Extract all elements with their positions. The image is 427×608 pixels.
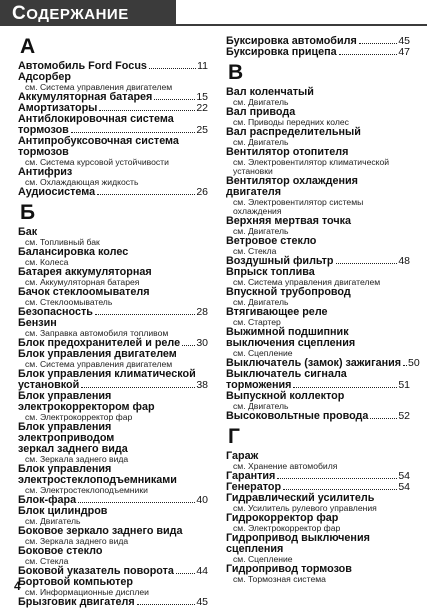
entry-term: торможения bbox=[226, 379, 292, 391]
index-entry bbox=[18, 187, 208, 198]
entry-term: Антипробуксовочная система bbox=[18, 135, 179, 147]
dot-leader bbox=[339, 54, 398, 55]
entry-term: двигателя bbox=[226, 186, 282, 198]
index-entry bbox=[18, 267, 208, 287]
entry-term: Ветровое стекло bbox=[226, 235, 317, 247]
see-also-reference: см. Система управления двигателем bbox=[233, 277, 381, 287]
dot-leader bbox=[149, 68, 196, 69]
page-reference: 51 bbox=[398, 379, 410, 391]
see-also-reference: см. Двигатель bbox=[233, 297, 289, 307]
index-entry bbox=[226, 338, 410, 358]
see-also-reference: см. Информационные дисплеи bbox=[25, 587, 149, 597]
index-entry bbox=[18, 167, 208, 187]
page-reference: 44 bbox=[196, 565, 208, 577]
see-also-reference: см. Система курсовой устойчивости bbox=[25, 157, 169, 167]
entry-term: Блок предохранителей и реле bbox=[18, 337, 181, 349]
section-letter: Б bbox=[20, 201, 36, 224]
index-entry bbox=[18, 506, 208, 526]
entry-term: Гидропривод тормозов bbox=[226, 563, 352, 575]
index-entry bbox=[226, 187, 410, 216]
see-also-reference: см. Стекла bbox=[25, 556, 69, 566]
see-also-reference: см. Электрокорректор фар bbox=[25, 412, 133, 422]
see-also-reference: см. Приводы передних колес bbox=[233, 117, 349, 127]
entry-term: Блок управления bbox=[18, 463, 112, 475]
see-also-reference: см. Усилитель рулевого управления bbox=[233, 503, 377, 513]
index-entry bbox=[18, 577, 208, 597]
page-number: 4 bbox=[14, 579, 21, 593]
index-entry bbox=[18, 287, 208, 307]
see-also-reference: см. Зеркала заднего вида bbox=[25, 536, 129, 546]
see-also-reference: см. Система управления двигателем bbox=[25, 82, 173, 92]
dot-leader bbox=[78, 502, 195, 503]
entry-term: Буксировка прицепа bbox=[226, 46, 337, 58]
entry-term: Выключатель (замок) зажигания bbox=[226, 357, 402, 369]
dot-leader bbox=[95, 314, 195, 315]
page-reference: 40 bbox=[196, 494, 208, 506]
entry-term: Вал коленчатый bbox=[226, 86, 314, 98]
index-entry bbox=[18, 318, 208, 338]
index-entry bbox=[18, 422, 208, 444]
entry-term: Блок-фара bbox=[18, 494, 77, 506]
dot-leader bbox=[293, 387, 397, 388]
dot-leader bbox=[403, 365, 407, 366]
index-entry bbox=[226, 411, 410, 422]
entry-term: Вентилятор охлаждения bbox=[226, 175, 358, 187]
index-entry bbox=[226, 493, 410, 513]
index-entry bbox=[18, 247, 208, 267]
page-reference: 38 bbox=[196, 379, 208, 391]
dot-leader bbox=[283, 489, 397, 490]
entry-term: установкой bbox=[18, 379, 80, 391]
index-entry bbox=[226, 287, 410, 307]
entry-term: Балансировка колес bbox=[18, 246, 129, 258]
page-reference: 54 bbox=[398, 481, 410, 493]
index-entry bbox=[226, 451, 410, 471]
see-also-reference: см. Аккумуляторная батарея bbox=[25, 277, 140, 287]
entry-term: Автомобиль Ford Focus bbox=[18, 60, 147, 72]
page-reference: 45 bbox=[398, 35, 410, 47]
section-letter: Г bbox=[228, 425, 240, 448]
index-entry bbox=[18, 526, 208, 546]
entry-term: Антиблокировочная система bbox=[18, 113, 174, 125]
page-reference: 11 bbox=[197, 60, 208, 72]
see-also-reference: см. Зеркала заднего вида bbox=[25, 454, 129, 464]
entry-term: Верхняя мертвая точка bbox=[226, 215, 352, 227]
entry-term: Аккумуляторная батарея bbox=[18, 91, 153, 103]
dot-leader bbox=[370, 418, 397, 419]
index-entry bbox=[18, 72, 208, 92]
index-entry bbox=[18, 349, 208, 369]
see-also-reference: см. Двигатель bbox=[233, 137, 289, 147]
entry-term: Амортизаторы bbox=[18, 102, 98, 114]
header-rule bbox=[0, 24, 427, 26]
dot-leader bbox=[71, 132, 195, 133]
entry-term: Выжимной подшипник bbox=[226, 326, 349, 338]
index-entry bbox=[226, 267, 410, 287]
index-entry bbox=[18, 402, 208, 422]
see-also-reference: см. Двигатель bbox=[233, 401, 289, 411]
page-reference: 28 bbox=[196, 306, 208, 318]
page-reference: 50 bbox=[408, 357, 420, 369]
index-entry bbox=[226, 147, 410, 176]
index-entry bbox=[226, 216, 410, 236]
see-also-reference: см. Стеклоомыватель bbox=[25, 297, 113, 307]
see-also-reference: см. Двигатель bbox=[233, 226, 289, 236]
section-letter: А bbox=[20, 35, 36, 58]
entry-term: Гидравлический усилитель bbox=[226, 492, 375, 504]
index-entry bbox=[18, 475, 208, 495]
section-letter: В bbox=[228, 61, 244, 84]
see-also-reference: см. Электровентилятор системы охлаждения bbox=[233, 197, 364, 216]
index-entry bbox=[226, 513, 410, 533]
dot-leader bbox=[182, 345, 195, 346]
entry-term: Выключатель сигнала bbox=[226, 368, 347, 380]
right-column bbox=[226, 35, 420, 584]
entry-term: Бачок стеклоомывателя bbox=[18, 286, 150, 298]
index-entry bbox=[18, 444, 208, 464]
see-also-reference: см. Тормозная система bbox=[233, 574, 326, 584]
header-bar bbox=[0, 0, 176, 26]
entry-term: Впрыск топлива bbox=[226, 266, 315, 278]
dot-leader bbox=[99, 110, 195, 111]
dot-leader bbox=[359, 43, 398, 44]
entry-term: электростеклоподъемниками bbox=[18, 474, 177, 486]
see-also-reference: см. Хранение автомобиля bbox=[233, 461, 338, 471]
entry-term: Генератор bbox=[226, 481, 282, 493]
entry-term: Батарея аккумуляторная bbox=[18, 266, 152, 278]
index-entry bbox=[226, 564, 410, 584]
entry-term: Выпускной коллектор bbox=[226, 390, 345, 402]
see-also-reference: см. Электрокорректор фар bbox=[233, 523, 341, 533]
index-entry bbox=[226, 47, 410, 58]
entry-term: Блок управления электроприводом bbox=[18, 421, 115, 444]
entry-term: Гараж bbox=[226, 450, 259, 462]
see-also-reference: см. Двигатель bbox=[233, 97, 289, 107]
dot-leader bbox=[81, 387, 195, 388]
dot-leader bbox=[277, 478, 397, 479]
entry-term: Боковое зеркало заднего вида bbox=[18, 525, 183, 537]
page-reference: 30 bbox=[196, 337, 208, 349]
index-entry bbox=[226, 391, 410, 411]
index-entry bbox=[18, 227, 208, 247]
see-also-reference: см. Электровентилятор климатической установки bbox=[233, 157, 390, 176]
entry-term: тормозов bbox=[18, 124, 69, 136]
entry-term: Антифриз bbox=[18, 166, 73, 178]
entry-term: Гидропривод выключения bbox=[226, 532, 370, 544]
entry-term: Аудиосистема bbox=[18, 186, 96, 198]
entry-term: сцепления bbox=[226, 543, 284, 555]
entry-term: Вентилятор отопителя bbox=[226, 146, 349, 158]
dot-leader bbox=[154, 99, 195, 100]
entry-term: Боковой указатель поворота bbox=[18, 565, 174, 577]
see-also-reference: см. Сцепление bbox=[233, 348, 293, 358]
entry-term: Вал распределительный bbox=[226, 126, 361, 138]
entry-term: зеркал заднего вида bbox=[18, 443, 128, 455]
dot-leader bbox=[336, 263, 398, 264]
index-entry bbox=[226, 107, 410, 127]
entry-term: тормозов bbox=[18, 146, 69, 158]
page-reference: 25 bbox=[196, 124, 208, 136]
page-title: СОДЕРЖАНИЕ bbox=[12, 3, 129, 24]
entry-term: Блок цилиндров bbox=[18, 505, 108, 517]
page-reference: 45 bbox=[196, 596, 208, 608]
index-entry bbox=[18, 597, 208, 608]
entry-term: Блок управления двигателем bbox=[18, 348, 177, 360]
entry-term: Впускной трубопровод bbox=[226, 286, 351, 298]
entry-term: Адсорбер bbox=[18, 71, 71, 83]
see-also-reference: см. Стекла bbox=[233, 246, 277, 256]
dot-leader bbox=[137, 604, 196, 605]
see-also-reference: см. Сцепление bbox=[233, 554, 293, 564]
index-entry bbox=[18, 147, 208, 167]
entry-term: Брызговик двигателя bbox=[18, 596, 135, 608]
index-entry bbox=[18, 546, 208, 566]
index-entry bbox=[226, 544, 410, 564]
entry-term: выключения сцепления bbox=[226, 337, 356, 349]
see-also-reference: см. Топливный бак bbox=[25, 237, 100, 247]
entry-term: Высоковольтные провода bbox=[226, 410, 369, 422]
dot-leader bbox=[176, 573, 195, 574]
entry-term: Безопасность bbox=[18, 306, 93, 318]
see-also-reference: см. Колеса bbox=[25, 257, 69, 267]
page-reference: 26 bbox=[196, 186, 208, 198]
see-also-reference: см. Электростеклоподъемники bbox=[25, 485, 148, 495]
entry-term: Блок управления bbox=[18, 390, 112, 402]
entry-term: Бензин bbox=[18, 317, 57, 329]
see-also-reference: см. Заправка автомобиля топливом bbox=[25, 328, 169, 338]
page-reference: 47 bbox=[398, 46, 410, 58]
see-also-reference: см. Двигатель bbox=[25, 516, 81, 526]
see-also-reference: см. Система управления двигателем bbox=[25, 359, 173, 369]
page-reference: 54 bbox=[398, 470, 410, 482]
index-entry bbox=[226, 87, 410, 107]
entry-term: Воздушный фильтр bbox=[226, 255, 334, 267]
entry-term: Бак bbox=[18, 226, 38, 238]
page-reference: 52 bbox=[398, 410, 410, 422]
entry-term: Вал привода bbox=[226, 106, 296, 118]
page-reference: 15 bbox=[196, 91, 208, 103]
entry-term: Бортовой компьютер bbox=[18, 576, 133, 588]
entry-term: Блок управления климатической bbox=[18, 368, 196, 380]
index-entry bbox=[226, 307, 410, 327]
page-reference: 48 bbox=[398, 255, 410, 267]
see-also-reference: см. Стартер bbox=[233, 317, 281, 327]
entry-term: Боковое стекло bbox=[18, 545, 103, 557]
entry-term: Буксировка автомобиля bbox=[226, 35, 357, 47]
entry-term: Гарантия bbox=[226, 470, 276, 482]
index-entry bbox=[226, 236, 410, 256]
index-entry bbox=[226, 127, 410, 147]
page-reference: 22 bbox=[196, 102, 208, 114]
entry-term: Втягивающее реле bbox=[226, 306, 328, 318]
dot-leader bbox=[97, 194, 195, 195]
entry-term: электрокорректором фар bbox=[18, 401, 155, 413]
left-column bbox=[18, 36, 208, 608]
see-also-reference: см. Охлаждающая жидкость bbox=[25, 177, 139, 187]
entry-term: Гидрокорректор фар bbox=[226, 512, 339, 524]
